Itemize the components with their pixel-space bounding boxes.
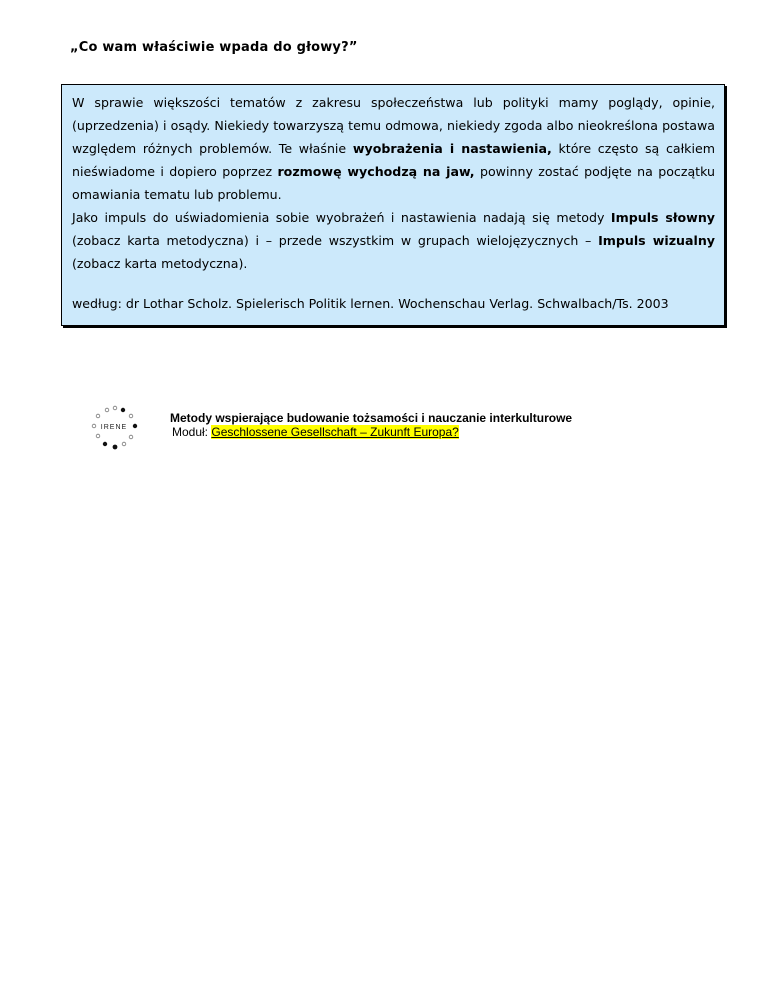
text-segment: (zobacz karta metodyczna). xyxy=(72,256,248,271)
info-box xyxy=(61,84,725,326)
footer-title: Metody wspierające budowanie tożsamości i nauczanie interkulturowe xyxy=(170,411,573,425)
text-segment: W sprawie większości tematów z zakresu społeczeństwa lub polityki mamy poglądy, opinie, (uprzedzenia) i osądy. Niekiedy towarzyszą temu odmowa, niekiedy zgoda albo nieokreślona postawa względem różnych problemów. Te właśnie xyxy=(72,95,715,156)
source-citation: według: dr Lothar Scholz. Spielerisch Politik lernen. Wochenschau Verlag. Schwalbach/Ts. 2003 xyxy=(72,296,669,311)
intro-paragraph xyxy=(72,91,715,206)
text-segment: powinny zostać podjęte na początku omawiania tematu lub problemu. xyxy=(72,164,716,202)
text-segment: (zobacz karta metodyczna) i – przede wszystkim w grupach wielojęzycznych – xyxy=(72,233,599,248)
bold-phrase: rozmowę wychodzą na jaw, xyxy=(277,164,475,179)
module-label: Moduł: xyxy=(172,425,212,439)
irene-logo xyxy=(88,404,146,456)
method-name: Impuls słowny xyxy=(610,210,715,225)
module-line xyxy=(172,425,459,439)
text-segment: które często są całkiem nieświadome i dopiero poprzez xyxy=(72,141,715,179)
footer xyxy=(88,404,688,464)
method-paragraph xyxy=(72,206,715,275)
page-title: „Co wam właściwie wpada do głowy?” xyxy=(70,40,358,55)
module-name: Geschlossene Gesellschaft – Zukunft Europa? xyxy=(211,425,459,439)
method-name: Impuls wizualny xyxy=(598,233,715,248)
logo-wordmark: IRENE xyxy=(100,424,128,431)
bold-phrase: wyobrażenia i nastawienia, xyxy=(352,141,552,156)
text-segment: Jako impuls do uświadomienia sobie wyobrażeń i nastawienia nadają się metody xyxy=(72,210,611,225)
